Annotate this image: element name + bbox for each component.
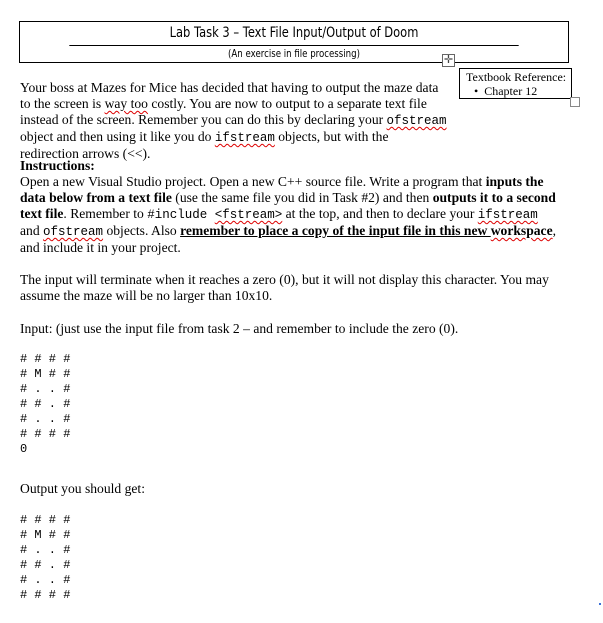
intro-paragraph: Your boss at Mazes for Mice has decided that having to output the maze data to the screen is way too costly. You are now to output to a separate text file instead of the screen. Remember you can do this by declaring your ofstream object and then using it like you do ifstream objects, but with the redirection arrows (<<). (20, 80, 447, 161)
output-line: # # . # (20, 558, 71, 572)
output-line: # # # # (20, 588, 71, 602)
output-maze (20, 513, 70, 603)
output-line: # M # # (20, 528, 71, 542)
output-line: # . . # (20, 573, 71, 587)
title-box (19, 21, 569, 63)
input-maze (20, 352, 70, 457)
page-subtitle: (An exercise in file processing) (228, 48, 360, 60)
cursor-marker (599, 603, 601, 605)
termination-paragraph: The input will terminate when it reaches a zero (0), but it will not display this character. You may assume the maze will be no larger than 10x10. (20, 272, 549, 303)
input-line: # . . # (20, 412, 71, 426)
output-line: # # # # (20, 513, 71, 527)
input-line: 0 (20, 442, 28, 456)
input-line: # # . # (20, 397, 71, 411)
output-line: # . . # (20, 543, 71, 557)
textbook-reference-box[interactable] (459, 68, 572, 99)
reference-label: Textbook Reference: (466, 70, 567, 84)
input-label: Input: (just use the input file from task 2 – and remember to include the zero (0). (20, 321, 459, 336)
page-title: Lab Task 3 – Text File Input/Output of Doom (69, 22, 518, 46)
input-line: # M # # (20, 367, 71, 381)
instructions-heading: Instructions: (20, 158, 95, 173)
input-line: # . . # (20, 382, 71, 396)
output-label: Output you should get: (20, 481, 145, 496)
reference-item: • Chapter 12 (466, 84, 571, 98)
resize-handle-icon[interactable] (570, 97, 580, 107)
input-line: # # # # (20, 427, 71, 441)
instructions-paragraph: Instructions: Open a new Visual Studio project. Open a new C++ source file. Write a program that inputs the data below from a text file (use the same file you did in Task #2) and then outputs it to a second text file. Remember to #include <fstream> at the top, and then to declare your ifstream and ofstream objects. Also remember to place a copy of the input file in this new workspace, and include it in your project. (20, 158, 557, 255)
table-move-handle-icon[interactable]: ✛ (443, 54, 454, 66)
input-line: # # # # (20, 352, 71, 366)
